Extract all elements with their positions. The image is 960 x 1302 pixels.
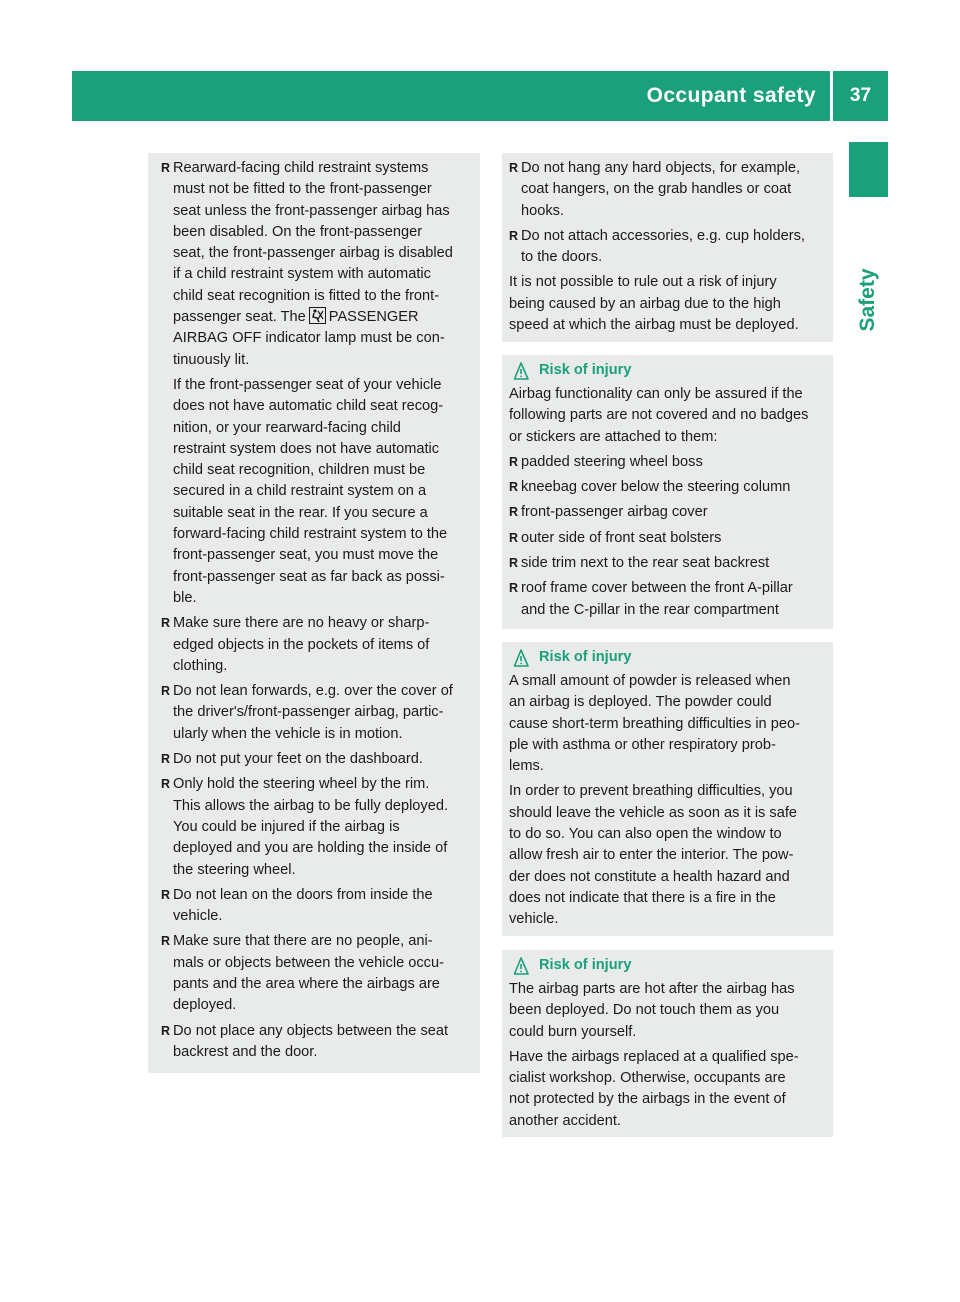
bullet: R <box>509 480 519 495</box>
paragraph: In order to prevent breathing difficulties, you should leave the vehicle as soon as it is safe to do so. You can also open the window to allow fresh air to enter the interior. The pow- der does not constitute a health hazard and does not indicate that there is a fire in the vehicle. <box>509 783 797 928</box>
paragraph: Airbag functionality can only be assured if the following parts are not covered and no badges or stickers are attached to them: <box>509 386 809 445</box>
bullet: R <box>509 454 519 469</box>
bullet: R <box>161 1023 171 1038</box>
text-line: been disabled. On the front-passenger <box>173 223 423 240</box>
warning-header <box>509 358 827 383</box>
bullet: R <box>161 777 171 792</box>
warning-box <box>502 642 833 936</box>
list-item: R side trim next to the rear seat backrest <box>509 553 827 574</box>
list-item <box>161 158 474 609</box>
bullet: R <box>161 752 171 767</box>
bullet: R <box>161 616 171 631</box>
warning-header <box>509 953 827 978</box>
bullet: R <box>161 161 171 175</box>
list-item: R outer side of front seat bolsters <box>509 528 827 549</box>
page-title: Occupant safety <box>646 84 816 107</box>
bullet: R <box>161 684 171 699</box>
paragraph: If the front-passenger seat of your vehicle does not have automatic child seat recog- nition, or your rearward-facing child restraint system does not have automatic child seat recognition, children must be secured in a child restraint system on a suitable seat in the rear. If you secure a forward-facing child restraint system to the front-passenger seat, you must move the front-passenger seat as far back as possi- ble. <box>173 376 448 606</box>
list-item: R Do not put your feet on the dashboard. <box>161 749 474 770</box>
list-item: R Do not place any objects between the seat backrest and the door. <box>161 1022 449 1060</box>
bullet: R <box>509 581 519 596</box>
warning-triangle-icon <box>509 360 539 382</box>
list-item: R Do not lean on the doors from inside the vehicle. <box>161 886 433 925</box>
list-item: R Make sure there are no heavy or sharp- edged objects in the pockets of items of clothing. <box>161 615 430 674</box>
list-item: R Do not hang any hard objects, for example, coat hangers, on the grab handles or coat hooks. <box>509 160 801 219</box>
bullet: R <box>509 556 519 571</box>
airbag-off-child-seat-icon <box>309 307 326 324</box>
warning-title: Risk of injury <box>539 361 632 378</box>
list-item: R Do not lean forwards, e.g. over the cover of the driver's/front-passenger airbag, partic- ularly when the vehicle is in motion. <box>161 683 453 742</box>
bullet: R <box>161 887 171 902</box>
warning-title: Risk of injury <box>539 648 632 665</box>
paragraph: It is not possible to rule out a risk of injury being caused by an airbag due to the high speed at which the airbag must be deployed. <box>509 274 799 334</box>
warning-title: Risk of injury <box>539 956 632 973</box>
section-tab-label: Safety <box>856 268 879 332</box>
list-item: R kneebag cover below the steering column <box>509 477 827 498</box>
paragraph: The airbag parts are hot after the airbag has been deployed. Do not touch them as you could burn yourself. <box>509 981 795 1040</box>
warning-box <box>502 950 833 1137</box>
list-item: R Make sure that there are no people, ani- mals or objects between the vehicle occu- pants and the area where the airbags are deployed. <box>161 933 444 1014</box>
section-tab-marker <box>849 142 888 197</box>
right-instructions-panel <box>502 153 833 342</box>
paragraph: A small amount of powder is released when an airbag is deployed. The powder could cause short-term breathing difficulties in peo- ple with asthma or other respiratory prob- lems. <box>509 673 800 775</box>
text-line: must not be fitted to the front-passenger <box>173 181 432 198</box>
warning-header <box>509 645 827 670</box>
text-line: AIRBAG OFF indicator lamp must be con- <box>173 330 445 347</box>
page-number: 37 <box>849 85 872 106</box>
bullet: R <box>161 934 171 949</box>
text-line: tinuously lit. <box>173 351 250 368</box>
text-line: Rearward-facing child restraint systems <box>173 160 429 176</box>
text-line: seat unless the front-passenger airbag has <box>173 202 450 219</box>
bullet: R <box>509 530 519 545</box>
text-line: child seat recognition is fitted to the front- <box>173 287 440 304</box>
warning-box <box>502 355 833 629</box>
warning-triangle-icon <box>509 955 539 977</box>
warning-triangle-icon <box>509 647 539 669</box>
text-line: if a child restraint system with automatic <box>173 266 431 283</box>
left-instructions-panel <box>148 153 480 1073</box>
list-item: R roof frame cover between the front A-pillar and the C-pillar in the rear compartment <box>509 580 793 618</box>
text-line: passenger seat. The PASSENGER <box>173 309 419 326</box>
list-item: R Only hold the steering wheel by the rim. This allows the airbag to be fully deployed. You could be injured if the airbag is deployed and you are holding the inside of the steering wheel. <box>161 776 449 878</box>
bullet: R <box>509 161 519 175</box>
list-item: R Do not attach accessories, e.g. cup holders, to the doors. <box>509 227 805 266</box>
list-item: R front-passenger airbag cover <box>509 502 827 523</box>
text-line: seat, the front-passenger airbag is disabled <box>173 245 453 262</box>
bullet: R <box>509 228 519 243</box>
bullet: R <box>509 505 519 520</box>
list-item: R padded steering wheel boss <box>509 452 827 473</box>
paragraph: Have the airbags replaced at a qualified spe- cialist workshop. Otherwise, occupants are not protected by the airbags in the event of another accident. <box>509 1048 799 1129</box>
